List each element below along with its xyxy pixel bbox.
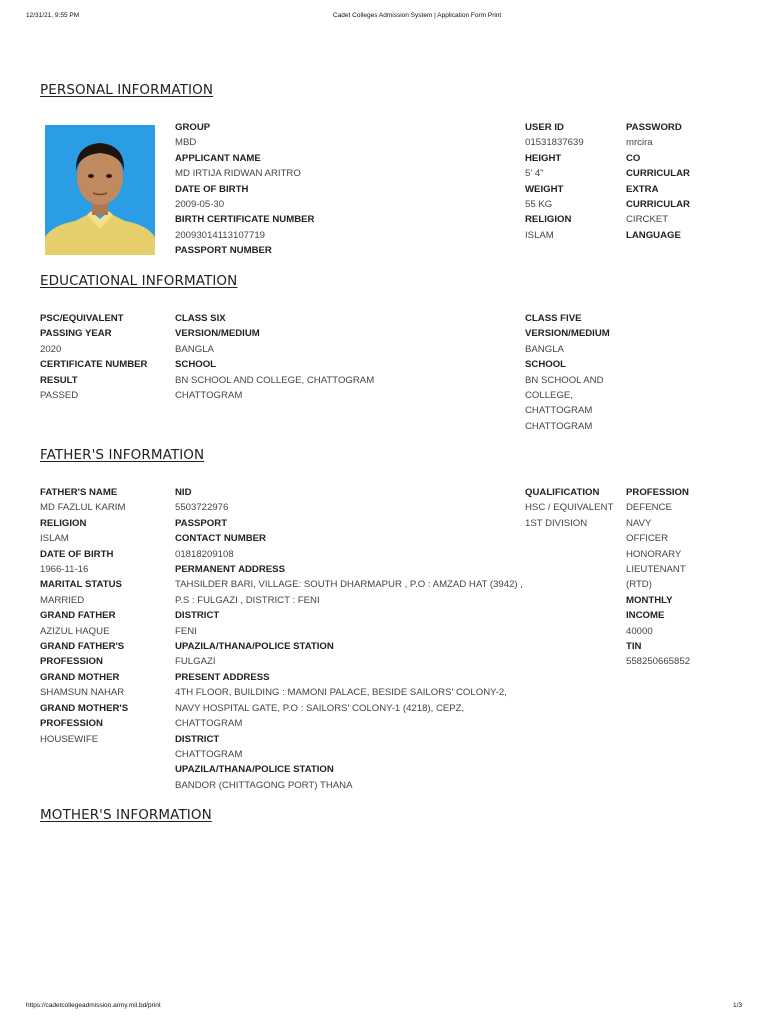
value-grand-mothers-profession: HOUSEWIFE bbox=[40, 733, 99, 745]
print-datetime: 12/31/21, 9:55 PM bbox=[26, 12, 80, 19]
value-present-district: CHATTOGRAM bbox=[175, 748, 243, 760]
value-grand-mother: SHAMSUN NAHAR bbox=[40, 687, 125, 699]
label-class-six-school: SCHOOL bbox=[175, 359, 217, 371]
label-weight: WEIGHT bbox=[525, 183, 564, 195]
label-grand-father: GRAND FATHER bbox=[40, 610, 116, 622]
label-passport-number: PASSPORT NUMBER bbox=[175, 245, 272, 257]
label-father-date-of-birth: DATE OF BIRTH bbox=[40, 548, 114, 560]
label-psc-equivalent: PSC/EQUIVALENT bbox=[40, 313, 124, 324]
value-date-of-birth: 2009-05-30 bbox=[175, 199, 225, 211]
applicant-photo bbox=[45, 125, 155, 255]
value-monthly-income: 40000 bbox=[626, 625, 653, 637]
value-profession-line: (RTD) bbox=[626, 579, 652, 591]
label-class-five-school: SCHOOL bbox=[525, 359, 567, 371]
label-father-religion: RELIGION bbox=[40, 517, 87, 529]
label-curricular: CURRICULAR bbox=[626, 168, 690, 180]
personal-column-3 bbox=[626, 120, 690, 243]
value-grand-father: AZIZUL HAQUE bbox=[40, 625, 110, 637]
label-height: HEIGHT bbox=[525, 152, 562, 164]
value-nid: 5503722976 bbox=[175, 502, 229, 514]
label-contact-number: CONTACT NUMBER bbox=[175, 533, 266, 545]
label-present-district: DISTRICT bbox=[175, 733, 220, 745]
educational-column-1 bbox=[40, 311, 147, 403]
value-present-address-line: 4TH FLOOR, BUILDING : MAMONI PALACE, BESIDE SAILORS' COLONY-2, bbox=[175, 687, 507, 699]
personal-column-1 bbox=[175, 120, 314, 259]
value-class-six-school-city: CHATTOGRAM bbox=[175, 390, 243, 402]
value-class-five-version: BANGLA bbox=[525, 343, 564, 355]
label-income: INCOME bbox=[626, 610, 665, 622]
value-contact-number: 01818209108 bbox=[175, 548, 234, 560]
print-page-title: Cadet Colleges Admission System | Application Form Print bbox=[333, 12, 502, 19]
label-class-six-version: VERSION/MEDIUM bbox=[175, 328, 260, 340]
value-birth-certificate-number: 20093014113107719 bbox=[175, 229, 265, 241]
value-tin: 558250665852 bbox=[626, 656, 691, 668]
label-monthly: MONTHLY bbox=[626, 594, 673, 606]
section-title-educational: EDUCATIONAL INFORMATION bbox=[40, 273, 238, 289]
label-grand-mothers-profession: PROFESSION bbox=[40, 718, 103, 730]
value-permanent-upazila: FULGAZI bbox=[175, 656, 216, 668]
label-present-upazila: UPAZILA/THANA/POLICE STATION bbox=[175, 764, 334, 776]
label-nid: NID bbox=[175, 487, 192, 498]
father-column-3 bbox=[525, 485, 613, 531]
label-group: GROUP bbox=[175, 122, 211, 133]
value-height: 5' 4" bbox=[525, 168, 544, 180]
value-group: MBD bbox=[175, 137, 197, 149]
value-permanent-address-line: P.S : FULGAZI , DISTRICT : FENI bbox=[175, 594, 320, 606]
label-co: CO bbox=[626, 152, 641, 164]
label-extra-curricular: CURRICULAR bbox=[626, 199, 690, 211]
value-class-six-school: BN SCHOOL AND COLLEGE, CHATTOGRAM bbox=[175, 374, 375, 386]
label-marital-status: MARITAL STATUS bbox=[40, 579, 122, 591]
value-fathers-name: MD FAZLUL KARIM bbox=[40, 502, 126, 514]
value-profession-line: DEFENCE bbox=[626, 502, 672, 514]
label-religion: RELIGION bbox=[525, 214, 572, 226]
value-user-id: 01531837639 bbox=[525, 137, 584, 149]
value-present-address-line: CHATTOGRAM bbox=[175, 718, 243, 730]
label-birth-certificate-number: BIRTH CERTIFICATE NUMBER bbox=[175, 214, 315, 226]
label-class-five: CLASS FIVE bbox=[525, 313, 582, 324]
label-passport: PASSPORT bbox=[175, 517, 228, 529]
value-marital-status: MARRIED bbox=[40, 594, 85, 606]
value-applicant-name: MD IRTIJA RIDWAN ARITRO bbox=[175, 168, 301, 180]
value-permanent-address-line: TAHSILDER BARI, VILLAGE: SOUTH DHARMAPUR , P.O : AMZAD HAT (3942) , bbox=[175, 579, 523, 591]
value-father-religion: ISLAM bbox=[40, 533, 69, 545]
value-profession-line: OFFICER bbox=[626, 533, 669, 545]
label-extra: EXTRA bbox=[626, 183, 659, 195]
value-qualification-line: HSC / EQUIVALENT bbox=[525, 502, 614, 514]
value-father-date-of-birth: 1966-11-16 bbox=[40, 564, 89, 576]
father-column-1 bbox=[40, 485, 128, 747]
value-class-six-version: BANGLA bbox=[175, 343, 214, 355]
value-class-five-school-line: COLLEGE, bbox=[525, 390, 573, 402]
value-profession-line: NAVY bbox=[626, 517, 652, 529]
value-permanent-district: FENI bbox=[175, 625, 197, 637]
label-grand-fathers: GRAND FATHER'S bbox=[40, 641, 125, 653]
value-present-upazila: BANDOR (CHITTAGONG PORT) THANA bbox=[175, 779, 353, 791]
label-password: PASSWORD bbox=[626, 122, 682, 133]
label-profession: PROFESSION bbox=[626, 487, 689, 498]
label-applicant-name: APPLICANT NAME bbox=[175, 152, 261, 164]
label-grand-mothers: GRAND MOTHER'S bbox=[40, 702, 129, 714]
label-class-five-version: VERSION/MEDIUM bbox=[525, 328, 610, 340]
page-number: 1/3 bbox=[733, 1002, 743, 1009]
label-tin: TIN bbox=[626, 641, 642, 653]
label-grand-fathers-profession: PROFESSION bbox=[40, 656, 103, 668]
value-passing-year: 2020 bbox=[40, 343, 62, 355]
value-present-address-line: NAVY HOSPITAL GATE, P.O : SAILORS' COLONY-1 (4218), CEPZ, bbox=[175, 702, 465, 714]
value-class-five-school-line: BN SCHOOL AND bbox=[525, 374, 604, 386]
label-date-of-birth: DATE OF BIRTH bbox=[175, 183, 249, 195]
value-result: PASSED bbox=[40, 390, 79, 402]
label-qualification: QUALIFICATION bbox=[525, 487, 600, 498]
father-column-4 bbox=[626, 485, 690, 670]
educational-column-2 bbox=[175, 311, 374, 403]
label-permanent-district: DISTRICT bbox=[175, 610, 220, 622]
label-fathers-name: FATHER'S NAME bbox=[40, 487, 118, 498]
label-grand-mother: GRAND MOTHER bbox=[40, 671, 120, 683]
section-title-father: FATHER'S INFORMATION bbox=[40, 447, 205, 463]
label-present-address: PRESENT ADDRESS bbox=[175, 671, 270, 683]
value-password: mrcira bbox=[626, 137, 653, 149]
label-user-id: USER ID bbox=[525, 122, 564, 133]
label-permanent-address: PERMANENT ADDRESS bbox=[175, 564, 285, 576]
value-extra-curricular: CIRCKET bbox=[626, 214, 669, 226]
value-weight: 55 KG bbox=[525, 199, 553, 211]
label-passing-year: PASSING YEAR bbox=[40, 328, 112, 340]
value-class-five-school-line: CHATTOGRAM bbox=[525, 405, 593, 417]
father-column-2 bbox=[175, 485, 523, 793]
value-religion: ISLAM bbox=[525, 229, 554, 241]
label-class-six: CLASS SIX bbox=[175, 313, 226, 324]
educational-column-3 bbox=[525, 311, 610, 434]
section-title-personal: PERSONAL INFORMATION bbox=[40, 82, 214, 98]
personal-column-2 bbox=[525, 120, 584, 243]
label-certificate-number: CERTIFICATE NUMBER bbox=[40, 359, 148, 371]
value-profession-line: HONORARY bbox=[626, 548, 682, 560]
value-profession-line: LIEUTENANT bbox=[626, 564, 686, 576]
section-title-mother: MOTHER'S INFORMATION bbox=[40, 807, 212, 823]
value-qualification-line: 1ST DIVISION bbox=[525, 517, 588, 529]
print-url: https://cadetcollegeadmission.army.mil.bd/print bbox=[26, 1002, 161, 1009]
label-result: RESULT bbox=[40, 374, 78, 386]
label-language: LANGUAGE bbox=[626, 229, 681, 241]
label-permanent-upazila: UPAZILA/THANA/POLICE STATION bbox=[175, 641, 334, 653]
value-class-five-school-line: CHATTOGRAM bbox=[525, 420, 593, 432]
